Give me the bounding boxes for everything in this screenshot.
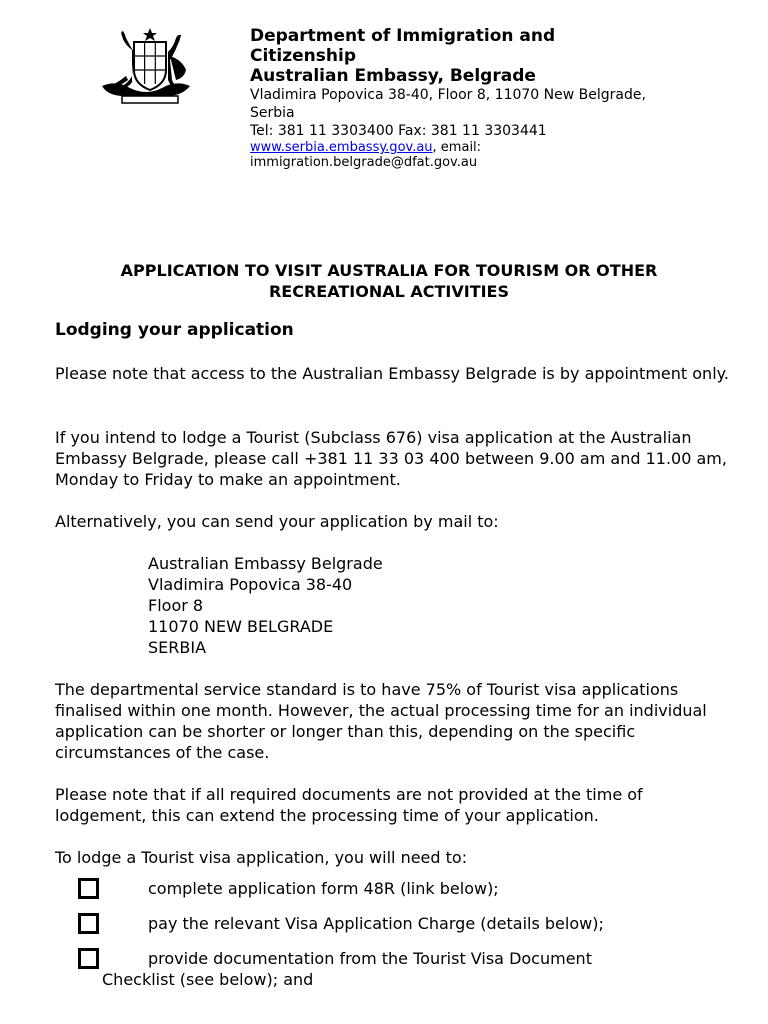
document-title [40,260,738,302]
checklist-item [78,913,738,948]
tel-fax: Tel: 381 11 3303400 Fax: 381 11 3303441 [250,123,547,139]
para1: Please note that access to the Australian Embassy Belgrade is by appointment only. [55,364,729,383]
address-line1: Vladimira Popovica 38-40, Floor 8, 11070 New Belgrade, [250,87,646,103]
para4: The departmental service standard is to have 75% of Tourist visa applications finalised within one month. However, the actual processing time for an individual application can be shorter or longer than this, depending on the specific circumstances of the case. [55,680,707,762]
email-label: , email: [432,140,482,155]
website-link[interactable]: www.serbia.embassy.gov.au [250,140,433,155]
section-heading-block [55,320,735,341]
coat-of-arms-icon [96,26,196,106]
checklist-item-text: pay the relevant Visa Application Charge (details below); [148,914,604,933]
checkbox-icon[interactable] [78,913,99,934]
mail-address-block [148,553,383,658]
mail-address-line: Australian Embassy Belgrade [148,554,383,573]
title-line2: RECREATIONAL ACTIVITIES [268,282,510,301]
department-name-line1: Department of Immigration and [250,26,556,46]
para5: Please note that if all required documents are not provided at the time of lodgement, this can extend the processing time of your application. [55,785,643,825]
paragraph-lodge-tourist [55,847,735,868]
checkbox-icon[interactable] [78,948,99,969]
title-line1: APPLICATION TO VISIT AUSTRALIA FOR TOURISM OR OTHER [120,261,658,280]
email-address: immigration.belgrade@dfat.gov.au [250,155,478,170]
checklist-item-text: provide documentation from the Tourist Visa Document [148,949,592,968]
mail-address-line: 11070 NEW BELGRADE [148,617,334,636]
embassy-name: Australian Embassy, Belgrade [250,66,536,86]
checklist-item-continuation: Checklist (see below); and [102,970,314,989]
paragraph-documents [55,784,735,826]
department-name-line2: Citizenship [250,46,357,66]
checklist-item [78,878,738,913]
letterhead [250,26,730,170]
para2: If you intend to lodge a Tourist (Subclass 676) visa application at the Australian Embassy Belgrade, please call +381 11 33 03 400 between 9.00 am and 11.00 am, Monday to Friday to make an appointment. [55,428,727,489]
paragraph-lodge [55,427,735,490]
paragraph-mail [55,511,735,532]
requirements-checklist [78,878,738,990]
paragraph-service-standard [55,679,735,763]
checklist-item [78,948,738,990]
para6: To lodge a Tourist visa application, you will need to: [55,848,468,867]
mail-address-line: Floor 8 [148,596,204,615]
address-line2: Serbia [250,105,295,121]
section-heading: Lodging your application [55,320,294,340]
checkbox-icon[interactable] [78,878,99,899]
paragraph-appointment [55,363,735,384]
para3: Alternatively, you can send your application by mail to: [55,512,499,531]
mail-address-line: Vladimira Popovica 38-40 [148,575,353,594]
mail-address-line: SERBIA [148,638,207,657]
checklist-item-text: complete application form 48R (link below); [148,879,499,898]
web-email-line [250,140,730,155]
